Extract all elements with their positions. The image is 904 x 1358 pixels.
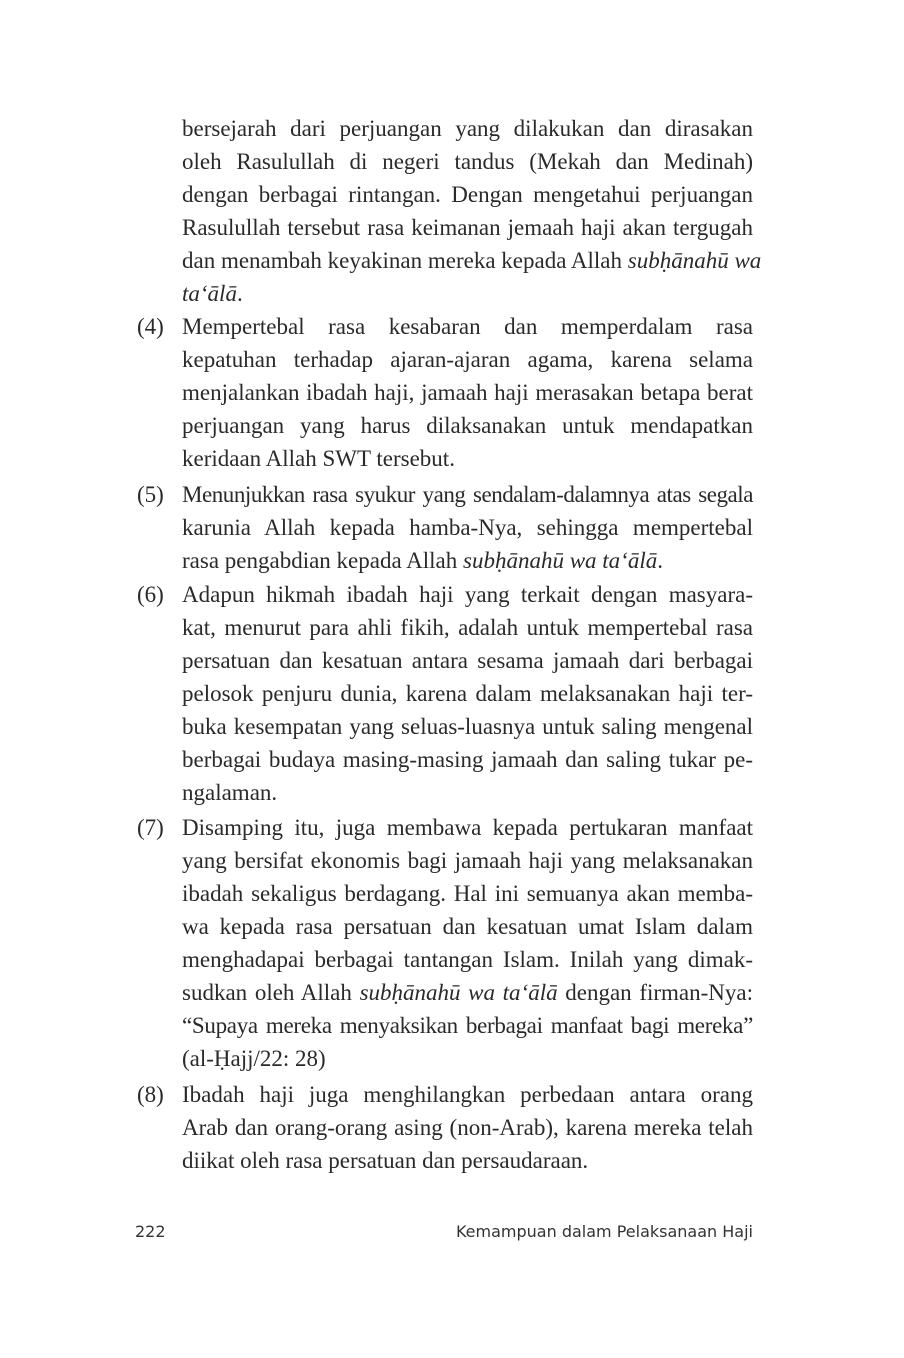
- item-5-line: karunia Allah kepada hamba-Nya, sehingga mempertebal: [182, 515, 753, 540]
- item-4-line: Mempertebal rasa kesabaran dan memperdalam rasa: [182, 314, 753, 339]
- arabic-honorific: subḥānahū wa ta‘ālā: [463, 548, 658, 573]
- item-4-line: menjalankan ibadah haji, jamaah haji merasakan betapa berat: [182, 380, 753, 405]
- item-8-line: Ibadah haji juga menghilangkan perbedaan antara orang: [182, 1082, 753, 1107]
- arabic-honorific: subḥānahū wa ta‘ālā: [359, 980, 558, 1005]
- item-7-citation: (al-Ḥajj/22: 28): [182, 1046, 326, 1071]
- item-6-line: persatuan dan kesatuan antara sesama jamaah dari berbagai: [182, 648, 753, 673]
- item-7-line: wa kepada rasa persatuan dan kesatuan umat Islam dalam: [182, 914, 753, 939]
- intro-line: bersejarah dari perjuangan yang dilakukan dan dirasakan: [182, 116, 753, 141]
- item-6-line: buka kesempatan yang seluas-luasnya untuk saling mengenal: [182, 714, 753, 739]
- item-number: (4): [137, 314, 164, 339]
- item-4-line: perjuangan yang harus dilaksanakan untuk mendapatkan: [182, 413, 753, 438]
- item-5-line: rasa pengabdian kepada Allah subḥānahū wa ta‘ālā.: [182, 548, 663, 573]
- item-6-line: Adapun hikmah ibadah haji yang terkait dengan masyara-: [182, 582, 753, 607]
- item-6-line: berbagai budaya masing-masing jamaah dan saling tukar pe-: [182, 747, 753, 772]
- item-4-line: kepatuhan terhadap ajaran-ajaran agama, karena selama: [182, 347, 753, 372]
- item-7-line: yang bersifat ekonomis bagi jamaah haji yang melaksanakan: [182, 848, 753, 873]
- item-7-line: sudkan oleh Allah subḥānahū wa ta‘ālā dengan firman-Nya:: [182, 980, 754, 1005]
- item-7-line: menghadapai berbagai tantangan Islam. Inilah yang dimak-: [182, 947, 753, 972]
- arabic-honorific: ta‘ālā: [182, 281, 237, 306]
- item-4-line: keridaan Allah SWT tersebut.: [182, 446, 455, 471]
- running-title: Kemampuan dalam Pelaksanaan Haji: [455, 1222, 753, 1241]
- intro-line: ta‘ālā.: [182, 281, 243, 306]
- item-number: (5): [137, 482, 164, 507]
- item-5-line: Menunjukkan rasa syukur yang sendalam-dalamnya atas segala: [182, 482, 753, 507]
- item-6-line: pelosok penjuru dunia, karena dalam melaksanakan haji ter-: [182, 681, 753, 706]
- intro-text: dan menambah keyakinan mereka kepada Allah: [182, 248, 628, 273]
- item-7-quote: “Supaya mereka menyaksikan berbagai manfaat bagi mereka”: [182, 1013, 753, 1038]
- item-8-line: Arab dan orang-orang asing (non-Arab), karena mereka telah: [182, 1115, 753, 1140]
- intro-line: dengan berbagai rintangan. Dengan mengetahui perjuangan: [182, 182, 753, 207]
- item-7-line: ibadah sekaligus berdagang. Hal ini semuanya akan memba-: [182, 881, 753, 906]
- intro-line: Rasulullah tersebut rasa keimanan jemaah haji akan tergugah: [182, 215, 753, 240]
- page-number: 222: [135, 1222, 166, 1241]
- intro-line: oleh Rasulullah di negeri tandus (Mekah dan Medinah): [182, 149, 753, 174]
- item-6-line: ngalaman.: [182, 780, 278, 805]
- item-number: (8): [137, 1082, 164, 1107]
- item-8-line: diikat oleh rasa persatuan dan persaudaraan.: [182, 1148, 589, 1173]
- item-number: (7): [137, 815, 164, 840]
- intro-line: [182, 244, 762, 277]
- item-6-line: kat, menurut para ahli fikih, adalah untuk mempertebal rasa: [182, 615, 753, 640]
- item-number: (6): [137, 582, 164, 607]
- arabic-honorific: subḥānahū wa: [627, 248, 762, 273]
- item-7-line: Disamping itu, juga membawa kepada pertukaran manfaat: [182, 815, 753, 840]
